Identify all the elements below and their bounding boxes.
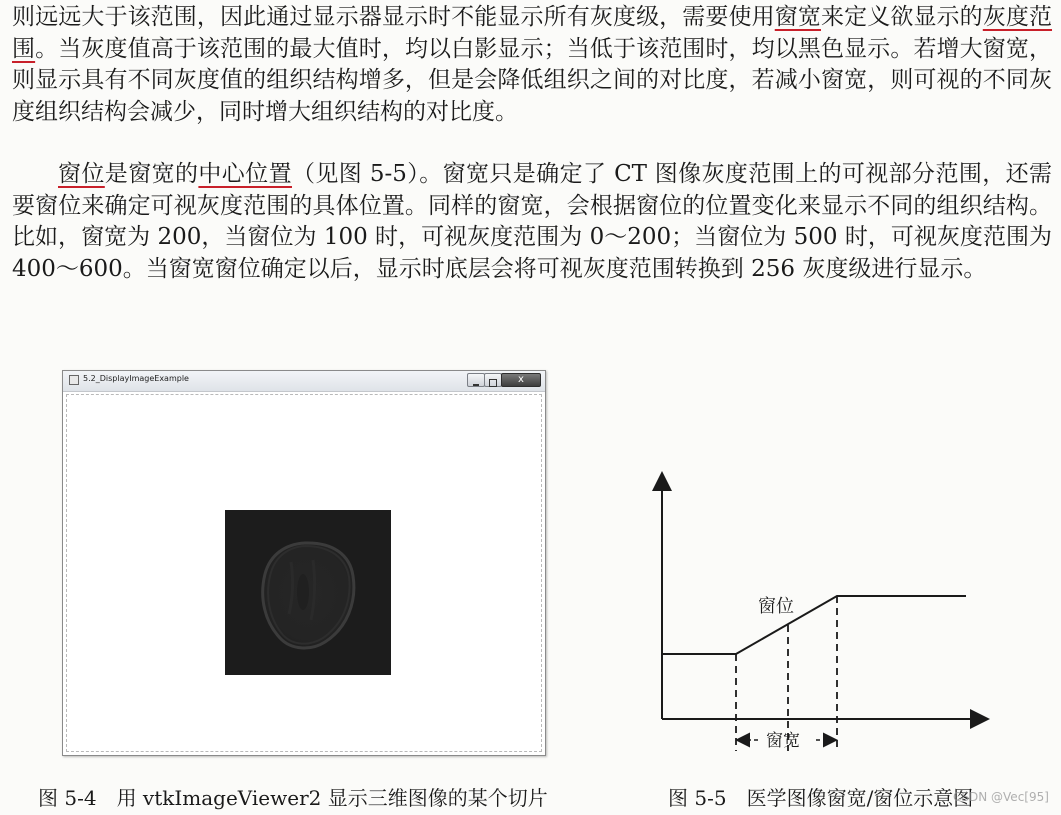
app-icon bbox=[69, 375, 79, 385]
highlight-center-position: 中心位置 bbox=[198, 161, 292, 187]
highlight-gray-range: 灰度范围 bbox=[12, 4, 1053, 62]
maximize-icon bbox=[485, 377, 501, 389]
watermark: CSDN @Vec[95] bbox=[953, 790, 1049, 804]
text-segment: 。当灰度值高于该范围的最大值时，均以白影显示；当低于该范围时，均以黑色显示。若增大窗宽，则显示具有不同灰度值的组织结构增多，但是会降低组织之间的对比度，若减小窗宽，则可视的不同灰度组织结构会减少，同时增大组织结构的对比度。 bbox=[12, 35, 1053, 126]
text-segment: 是窗宽的 bbox=[104, 161, 199, 187]
text-segment: （见图 5-5）。窗宽只是确定了 CT 图像灰度范围上的可视部分范围，还需要窗位来确定可视灰度范围的具体位置。同样的窗宽，会根据窗位的位置变化来显示不同的组织结构。比如，窗宽为 200，当窗位为 100 时，可视灰度范围为 0～200；当窗位为 500 时，可视灰度范围为 400～600。当窗宽窗位确定以后，显示时底层会将可视灰度范围转换到 256 灰度级进行显示。 bbox=[12, 161, 1053, 283]
paragraph-2 bbox=[12, 159, 1052, 286]
mapping-curve bbox=[662, 596, 966, 654]
label-window-level: 窗位 bbox=[758, 596, 794, 617]
window-title: 5.2_DisplayImageExample bbox=[83, 374, 189, 383]
minimize-icon bbox=[468, 377, 484, 389]
paragraph-1 bbox=[12, 2, 1052, 129]
text-segment: 则远远大于该范围，因此通过显示器显示时不能显示所有灰度级，需要使用 bbox=[12, 4, 775, 30]
window-level-diagram bbox=[640, 455, 1020, 755]
head-slice-graphic bbox=[225, 510, 391, 675]
window-titlebar bbox=[63, 371, 545, 392]
maximize-button[interactable] bbox=[484, 373, 502, 387]
highlight-window-width: 窗宽 bbox=[774, 4, 821, 30]
figure-5-5-caption: 图 5-5 医学图像窗宽/窗位示意图 bbox=[668, 786, 974, 810]
minimize-button[interactable] bbox=[467, 373, 485, 387]
ct-slice-image bbox=[225, 510, 391, 675]
highlight-window-level: 窗位 bbox=[58, 161, 105, 187]
render-area bbox=[66, 394, 542, 752]
close-button[interactable]: x bbox=[501, 373, 541, 387]
figure-5-4-caption: 图 5-4 用 vtkImageViewer2 显示三维图像的某个切片 bbox=[38, 786, 548, 810]
app-window-screenshot bbox=[62, 370, 546, 756]
text-segment: 来定义欲显示的 bbox=[820, 4, 983, 30]
label-window-width: 窗宽 bbox=[766, 731, 800, 751]
